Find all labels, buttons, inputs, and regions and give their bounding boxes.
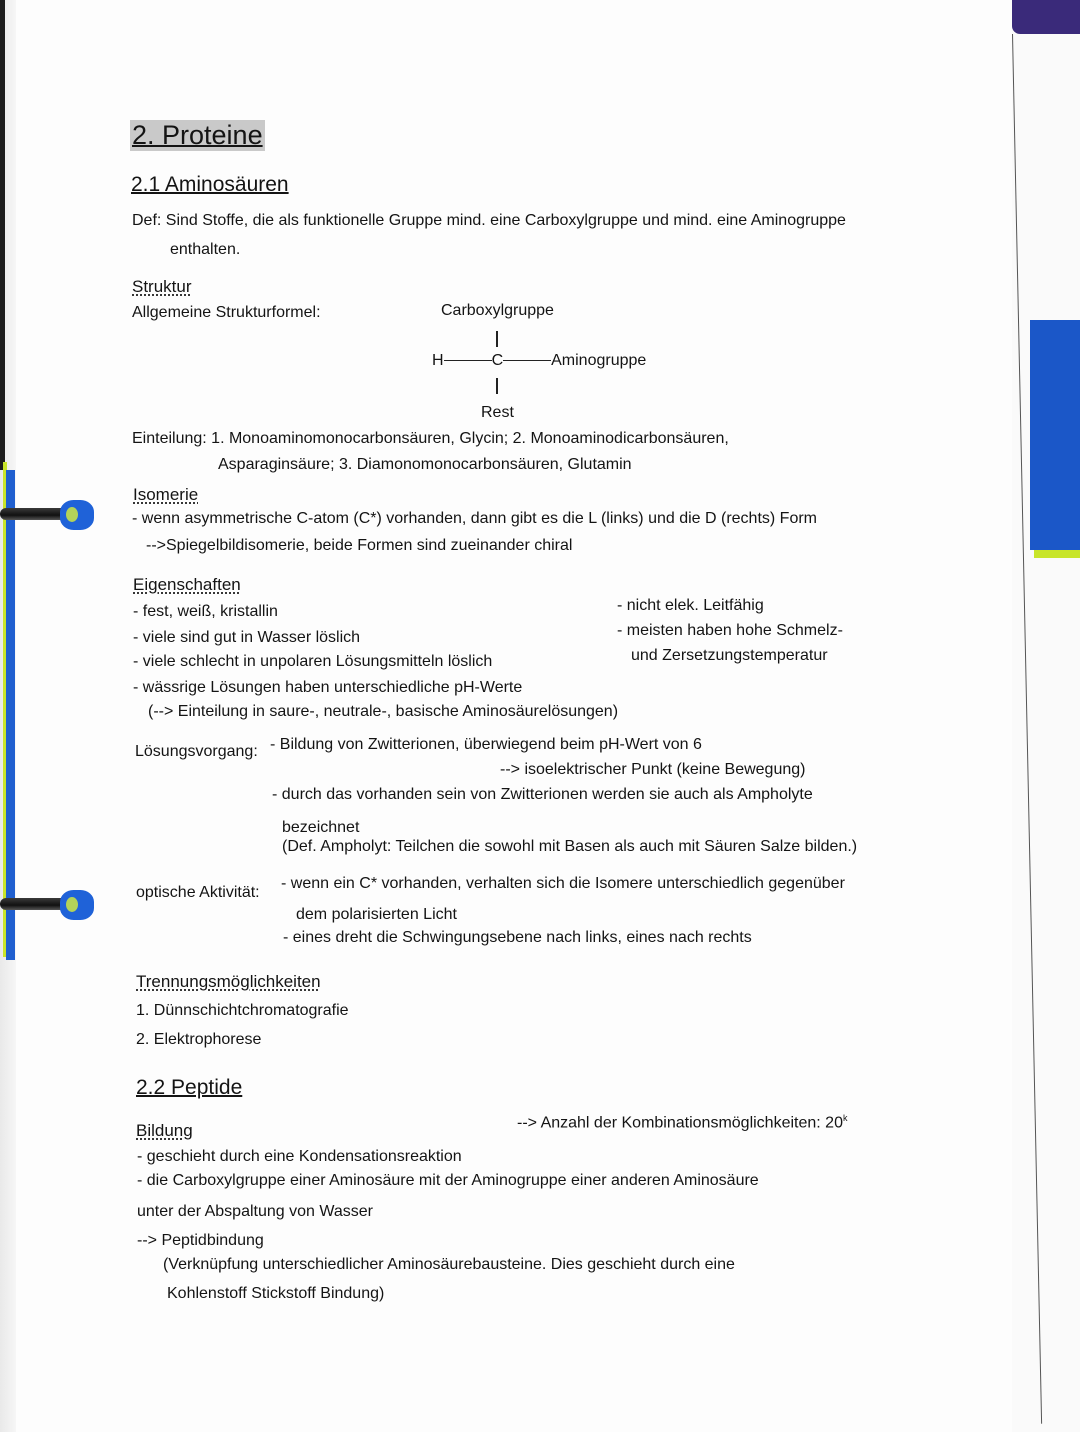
optische-aktivitaet-line: - eines dreht die Schwingungsebene nach links, eines nach rechts xyxy=(283,929,752,946)
property-item: - nicht elek. Leitfähig xyxy=(617,597,764,614)
property-item: - viele schlecht in unpolaren Lösungsmitteln löslich xyxy=(133,653,493,670)
formula-bottom: Rest xyxy=(481,404,514,421)
formula-middle xyxy=(432,352,646,370)
bildung-line: unter der Abspaltung von Wasser xyxy=(137,1203,373,1220)
structure-label: Allgemeine Strukturformel: xyxy=(132,304,321,321)
optische-aktivitaet-label: optische Aktivität: xyxy=(136,884,260,901)
bildung-line: - geschieht durch eine Kondensationsreaktion xyxy=(137,1148,462,1165)
loesungsvorgang-line: --> isoelektrischer Punkt (keine Bewegung) xyxy=(500,761,806,778)
loesungsvorgang-line: - durch das vorhanden sein von Zwitterionen werden sie auch als Ampholyte xyxy=(272,786,813,803)
right-page-stack xyxy=(1012,0,1080,1432)
bildung-line: - die Carboxylgruppe einer Aminosäure mit der Aminogruppe einer anderen Aminosäure xyxy=(137,1172,759,1189)
trennung-item: 2. Elektrophorese xyxy=(136,1031,262,1048)
section-title-aminosaeuren: 2.1 Aminosäuren xyxy=(131,173,289,196)
definition-line: Def: Sind Stoffe, die als funktionelle Gruppe mind. eine Carboxylgruppe und mind. eine Aminogruppe xyxy=(132,212,846,229)
subheading-struktur: Struktur xyxy=(132,277,192,296)
property-item: - wässrige Lösungen haben unterschiedliche pH-Werte xyxy=(133,679,523,696)
formula-left: H xyxy=(432,352,444,369)
subheading-isomerie: Isomerie xyxy=(133,485,199,504)
einteilung-line: Asparaginsäure; 3. Diamonomonocarbonsäuren, Glutamin xyxy=(218,456,632,473)
property-item: - fest, weiß, kristallin xyxy=(133,603,278,620)
property-item: - viele sind gut in Wasser löslich xyxy=(133,629,361,646)
bildung-line: (Verknüpfung unterschiedlicher Aminosäurebausteine. Dies geschieht durch eine xyxy=(163,1256,735,1273)
page-title: 2. Proteine xyxy=(132,120,263,150)
property-item: (--> Einteilung in saure-, neutrale-, basische Aminosäurelösungen) xyxy=(148,703,619,720)
isomerie-line: -->Spiegelbildisomerie, beide Formen sind zueinander chiral xyxy=(146,537,573,554)
binder-ring-icon xyxy=(0,890,96,920)
bildung-line: --> Peptidbindung xyxy=(137,1232,264,1249)
einteilung-line: Einteilung: 1. Monoaminomonocarbonsäuren, Glycin; 2. Monoaminodicarbonsäuren, xyxy=(132,430,729,447)
loesungsvorgang-line: - Bildung von Zwitterionen, überwiegend beim pH-Wert von 6 xyxy=(270,736,702,753)
isomerie-line: - wenn asymmetrische C-atom (C*) vorhanden, dann gibt es die L (links) und die D (rechts) Form xyxy=(132,510,817,527)
subheading-eigenschaften: Eigenschaften xyxy=(133,575,241,594)
property-item: - meisten haben hohe Schmelz- xyxy=(617,622,843,639)
optische-aktivitaet-line: dem polarisierten Licht xyxy=(296,906,457,923)
section-title-peptide: 2.2 Peptide xyxy=(136,1076,243,1099)
exponent: k xyxy=(842,1113,848,1123)
definition-line: enthalten. xyxy=(170,241,241,258)
loesungsvorgang-line: (Def. Ampholyt: Teilchen die sowohl mit Basen als auch mit Säuren Salze bilden.) xyxy=(282,838,858,855)
trennung-item: 1. Dünnschichtchromatografie xyxy=(136,1002,349,1019)
binder-strip-blue xyxy=(6,470,15,960)
loesungsvorgang-line: bezeichnet xyxy=(282,819,360,836)
bond-line-icon xyxy=(496,331,498,347)
optische-aktivitaet-line: - wenn ein C* vorhanden, verhalten sich die Isomere unterschiedlich gegenüber xyxy=(281,875,845,892)
bildung-line: Kohlenstoff Stickstoff Bindung) xyxy=(167,1285,385,1302)
loesungsvorgang-label: Lösungsvorgang: xyxy=(135,743,258,760)
formula-top: Carboxylgruppe xyxy=(441,302,554,319)
formula-right: Aminogruppe xyxy=(551,352,647,369)
kombinations-note: --> Anzahl der Kombinationsmöglichkeiten: 20$^k$ xyxy=(517,1113,848,1132)
subheading-bildung: Bildung xyxy=(136,1121,193,1140)
subheading-trennung: Trennungsmöglichkeiten xyxy=(136,972,321,991)
binder-ring-icon xyxy=(0,500,96,530)
property-item: und Zersetzungstemperatur xyxy=(631,647,828,664)
bond-line-icon xyxy=(496,378,498,394)
formula-center: C xyxy=(491,352,504,369)
